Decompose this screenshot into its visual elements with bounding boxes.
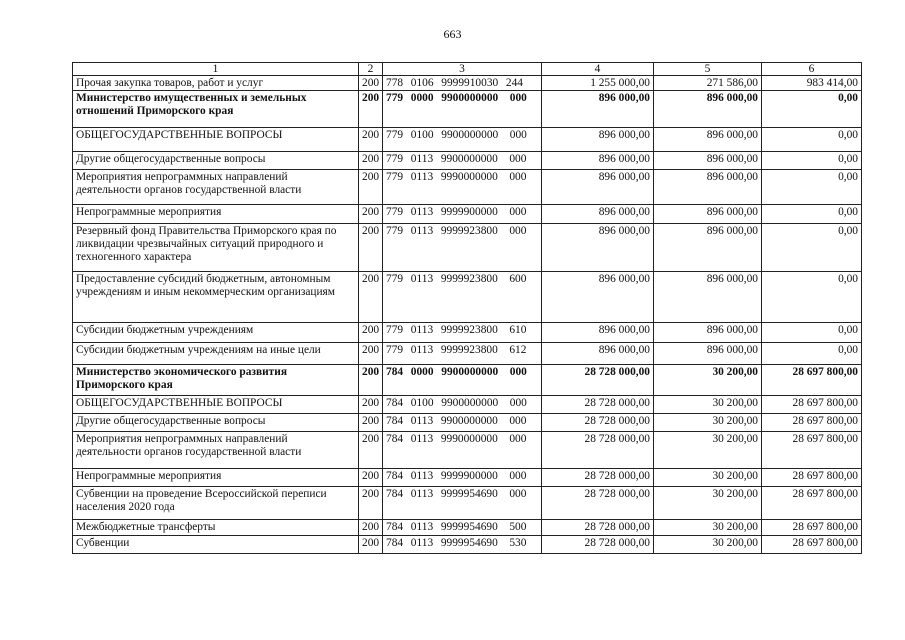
table-row bbox=[73, 91, 862, 128]
column-header: 3 bbox=[383, 63, 542, 76]
column-header: 2 bbox=[359, 63, 383, 76]
row-amount-cell: 28 697 800,00 bbox=[762, 414, 862, 432]
row-name-cell: Прочая закупка товаров, работ и услуг bbox=[73, 76, 359, 91]
row-classification-cell: 778 0106 9999910030 244 bbox=[383, 76, 542, 91]
row-amount-cell: 896 000,00 bbox=[542, 205, 654, 224]
row-amount-cell: 28 697 800,00 bbox=[762, 365, 862, 396]
table-row bbox=[73, 170, 862, 205]
table-row bbox=[73, 469, 862, 487]
row-amount-cell: 28 728 000,00 bbox=[542, 469, 654, 487]
row-name-cell: Другие общегосударственные вопросы bbox=[73, 152, 359, 170]
row-amount-cell: 896 000,00 bbox=[542, 91, 654, 128]
page-number: 663 bbox=[443, 27, 462, 41]
row-classification-cell: 779 0113 9999900000 000 bbox=[383, 205, 542, 224]
row-amount-cell: 896 000,00 bbox=[654, 343, 762, 365]
row-amount-cell: 28 697 800,00 bbox=[762, 432, 862, 469]
row-amount-cell: 896 000,00 bbox=[654, 170, 762, 205]
row-amount-cell: 30 200,00 bbox=[654, 487, 762, 520]
row-code-cell: 200 bbox=[359, 205, 383, 224]
table-row bbox=[73, 396, 862, 414]
table-row bbox=[73, 365, 862, 396]
row-amount-cell: 0,00 bbox=[762, 323, 862, 343]
row-name-cell: ОБЩЕГОСУДАРСТВЕННЫЕ ВОПРОСЫ bbox=[73, 128, 359, 152]
row-amount-cell: 896 000,00 bbox=[542, 224, 654, 272]
row-amount-cell: 896 000,00 bbox=[542, 152, 654, 170]
row-classification-cell: 784 0113 9990000000 000 bbox=[383, 432, 542, 469]
row-amount-cell: 896 000,00 bbox=[542, 128, 654, 152]
row-amount-cell: 28 697 800,00 bbox=[762, 469, 862, 487]
row-classification-cell: 784 0113 9999954690 500 bbox=[383, 520, 542, 536]
row-amount-cell: 28 728 000,00 bbox=[542, 432, 654, 469]
column-header: 5 bbox=[654, 63, 762, 76]
table-row bbox=[73, 224, 862, 272]
row-amount-cell: 30 200,00 bbox=[654, 414, 762, 432]
row-code-cell: 200 bbox=[359, 170, 383, 205]
row-name-cell: ОБЩЕГОСУДАРСТВЕННЫЕ ВОПРОСЫ bbox=[73, 396, 359, 414]
row-code-cell: 200 bbox=[359, 469, 383, 487]
row-amount-cell: 28 728 000,00 bbox=[542, 520, 654, 536]
row-name-cell: Межбюджетные трансферты bbox=[73, 520, 359, 536]
table-row bbox=[73, 432, 862, 469]
row-amount-cell: 28 728 000,00 bbox=[542, 536, 654, 554]
row-code-cell: 200 bbox=[359, 536, 383, 554]
row-amount-cell: 28 697 800,00 bbox=[762, 536, 862, 554]
row-amount-cell: 0,00 bbox=[762, 343, 862, 365]
row-name-cell: Другие общегосударственные вопросы bbox=[73, 414, 359, 432]
row-amount-cell: 896 000,00 bbox=[654, 152, 762, 170]
row-amount-cell: 896 000,00 bbox=[542, 272, 654, 323]
row-amount-cell: 0,00 bbox=[762, 205, 862, 224]
row-name-cell: Мероприятия непрограммных направлений деятельности органов государственной власти bbox=[73, 432, 359, 469]
row-classification-cell: 784 0000 9900000000 000 bbox=[383, 365, 542, 396]
row-amount-cell: 896 000,00 bbox=[654, 91, 762, 128]
row-code-cell: 200 bbox=[359, 414, 383, 432]
column-header: 1 bbox=[73, 63, 359, 76]
row-amount-cell: 30 200,00 bbox=[654, 469, 762, 487]
table-row bbox=[73, 152, 862, 170]
row-code-cell: 200 bbox=[359, 432, 383, 469]
row-classification-cell: 784 0113 9900000000 000 bbox=[383, 414, 542, 432]
row-classification-cell: 784 0113 9999954690 000 bbox=[383, 487, 542, 520]
row-code-cell: 200 bbox=[359, 224, 383, 272]
row-classification-cell: 779 0113 9900000000 000 bbox=[383, 152, 542, 170]
row-amount-cell: 28 728 000,00 bbox=[542, 396, 654, 414]
row-code-cell: 200 bbox=[359, 323, 383, 343]
row-code-cell: 200 bbox=[359, 343, 383, 365]
row-amount-cell: 28 728 000,00 bbox=[542, 365, 654, 396]
row-amount-cell: 1 255 000,00 bbox=[542, 76, 654, 91]
row-amount-cell: 0,00 bbox=[762, 152, 862, 170]
table-row bbox=[73, 487, 862, 520]
row-name-cell: Субвенции bbox=[73, 536, 359, 554]
row-code-cell: 200 bbox=[359, 272, 383, 323]
row-classification-cell: 779 0113 9999923800 610 bbox=[383, 323, 542, 343]
row-name-cell: Министерство имущественных и земельных отношений Приморского края bbox=[73, 91, 359, 128]
column-header: 4 bbox=[542, 63, 654, 76]
row-amount-cell: 30 200,00 bbox=[654, 536, 762, 554]
row-amount-cell: 0,00 bbox=[762, 170, 862, 205]
row-amount-cell: 28 728 000,00 bbox=[542, 487, 654, 520]
row-name-cell: Субсидии бюджетным учреждениям на иные цели bbox=[73, 343, 359, 365]
row-classification-cell: 784 0113 9999900000 000 bbox=[383, 469, 542, 487]
row-amount-cell: 896 000,00 bbox=[654, 272, 762, 323]
row-amount-cell: 30 200,00 bbox=[654, 396, 762, 414]
table-row bbox=[73, 76, 862, 91]
row-code-cell: 200 bbox=[359, 91, 383, 128]
row-name-cell: Мероприятия непрограммных направлений деятельности органов государственной власти bbox=[73, 170, 359, 205]
row-name-cell: Резервный фонд Правительства Приморского края по ликвидации чрезвычайных ситуаций природного и техногенного характера bbox=[73, 224, 359, 272]
table-row bbox=[73, 343, 862, 365]
table-row bbox=[73, 414, 862, 432]
row-amount-cell: 28 697 800,00 bbox=[762, 396, 862, 414]
row-name-cell: Предоставление субсидий бюджетным, автономным учреждениям и иным некоммерческим организациям bbox=[73, 272, 359, 323]
row-classification-cell: 784 0100 9900000000 000 bbox=[383, 396, 542, 414]
row-amount-cell: 896 000,00 bbox=[542, 343, 654, 365]
row-code-cell: 200 bbox=[359, 487, 383, 520]
table-row bbox=[73, 205, 862, 224]
row-name-cell: Непрограммные мероприятия bbox=[73, 469, 359, 487]
row-amount-cell: 0,00 bbox=[762, 91, 862, 128]
row-classification-cell: 779 0113 9990000000 000 bbox=[383, 170, 542, 205]
row-amount-cell: 28 728 000,00 bbox=[542, 414, 654, 432]
row-code-cell: 200 bbox=[359, 76, 383, 91]
row-name-cell: Министерство экономического развития Приморского края bbox=[73, 365, 359, 396]
table-row bbox=[73, 520, 862, 536]
row-amount-cell: 30 200,00 bbox=[654, 432, 762, 469]
column-header: 6 bbox=[762, 63, 862, 76]
table-header-row bbox=[73, 63, 862, 76]
row-amount-cell: 0,00 bbox=[762, 224, 862, 272]
row-amount-cell: 0,00 bbox=[762, 272, 862, 323]
row-code-cell: 200 bbox=[359, 520, 383, 536]
row-amount-cell: 896 000,00 bbox=[654, 128, 762, 152]
row-code-cell: 200 bbox=[359, 365, 383, 396]
row-classification-cell: 784 0113 9999954690 530 bbox=[383, 536, 542, 554]
row-amount-cell: 28 697 800,00 bbox=[762, 520, 862, 536]
row-classification-cell: 779 0113 9999923800 000 bbox=[383, 224, 542, 272]
row-classification-cell: 779 0100 9900000000 000 bbox=[383, 128, 542, 152]
row-amount-cell: 896 000,00 bbox=[542, 323, 654, 343]
table-row bbox=[73, 536, 862, 554]
row-code-cell: 200 bbox=[359, 152, 383, 170]
row-amount-cell: 896 000,00 bbox=[654, 224, 762, 272]
row-name-cell: Субсидии бюджетным учреждениям bbox=[73, 323, 359, 343]
row-code-cell: 200 bbox=[359, 128, 383, 152]
row-classification-cell: 779 0113 9999923800 612 bbox=[383, 343, 542, 365]
row-amount-cell: 271 586,00 bbox=[654, 76, 762, 91]
row-amount-cell: 983 414,00 bbox=[762, 76, 862, 91]
table-row bbox=[73, 323, 862, 343]
row-amount-cell: 896 000,00 bbox=[654, 205, 762, 224]
table-row bbox=[73, 272, 862, 323]
row-amount-cell: 30 200,00 bbox=[654, 365, 762, 396]
row-classification-cell: 779 0000 9900000000 000 bbox=[383, 91, 542, 128]
row-amount-cell: 28 697 800,00 bbox=[762, 487, 862, 520]
budget-table bbox=[72, 62, 862, 554]
row-amount-cell: 896 000,00 bbox=[654, 323, 762, 343]
table-row bbox=[73, 128, 862, 152]
row-amount-cell: 896 000,00 bbox=[542, 170, 654, 205]
row-name-cell: Непрограммные мероприятия bbox=[73, 205, 359, 224]
row-amount-cell: 0,00 bbox=[762, 128, 862, 152]
row-amount-cell: 30 200,00 bbox=[654, 520, 762, 536]
row-classification-cell: 779 0113 9999923800 600 bbox=[383, 272, 542, 323]
row-name-cell: Субвенции на проведение Всероссийской переписи населения 2020 года bbox=[73, 487, 359, 520]
row-code-cell: 200 bbox=[359, 396, 383, 414]
